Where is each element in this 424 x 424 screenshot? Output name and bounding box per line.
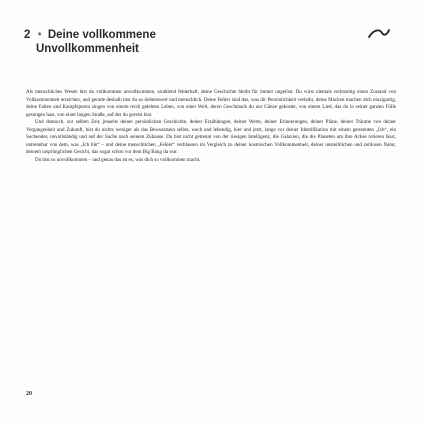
paragraph: Als menschliches Wesen bist du vollkommen unvollkommen, strahlend fehlerhaft, deine Geschichte bleibt für immer ungelöst. Du wirst niemals rechtzeitig einen Zustand von Vollkommenheit erreichen, und gerade deshalb bist du so liebenswert und menschlich. Deine Fehler sind das, was dir Persönlichkeit verleiht, deine Macken machen dich einzigartig, deine Falten und Kampfspuren singen von einem reich gelebten Leben, von einer Welt, deren Geschmack du nur Gänze gekostet, von einem Lied, das du in seiner ganzen Fülle gesungen hast, von einer langen Straße, auf der du gereist bist. (26, 89, 396, 118)
chapter-header (24, 28, 324, 56)
tilde-ornament-icon (368, 28, 390, 40)
chapter-bullet-icon: • (37, 29, 42, 41)
paragraph: Du bist so unvollkommen – und genau das ist es, was dich so vollkommen macht. (35, 156, 201, 163)
chapter-heading-line1 (24, 28, 324, 42)
chapter-number: 2 (24, 29, 31, 41)
paragraph: Und dennoch, zur selben Zeit, jenseits deiner persönlichen Geschichte, deiner Erzählungen, deiner Werte, deiner Erinnerungen, deiner Pläne, deiner Träume von deiner Vergangenheit und Zukunft, bist du nichts weniger als das Bewusstsein selbst, wach und lebendig, hier und jetzt, lange vor deiner Identifikation mit einem getrennten „Ich“, ein Suchender, unvollständig und auf der Suche nach seinem Zuhause. Du bist nicht getrennt von der riesigen Intelligenz, die Galaxien, die die Planeten um ihre Achse rotieren lässt, untrennbar von dem, was „Ich bin“ – und deine menschlichen „Fehler“ verblassen im Vergleich zu deiner kosmischen Vollkommenheit, deiner unsterblichen und zeitlosen Natur, deinem ursprünglichen Gesicht, das sogar schon vor dem Big Bang da war. (26, 119, 396, 155)
chapter-body (26, 89, 396, 164)
chapter-title-line2: Unvollkommenheit (36, 43, 139, 55)
page-number: 20 (26, 391, 32, 397)
chapter-title-line1: Deine vollkommene (47, 29, 156, 41)
